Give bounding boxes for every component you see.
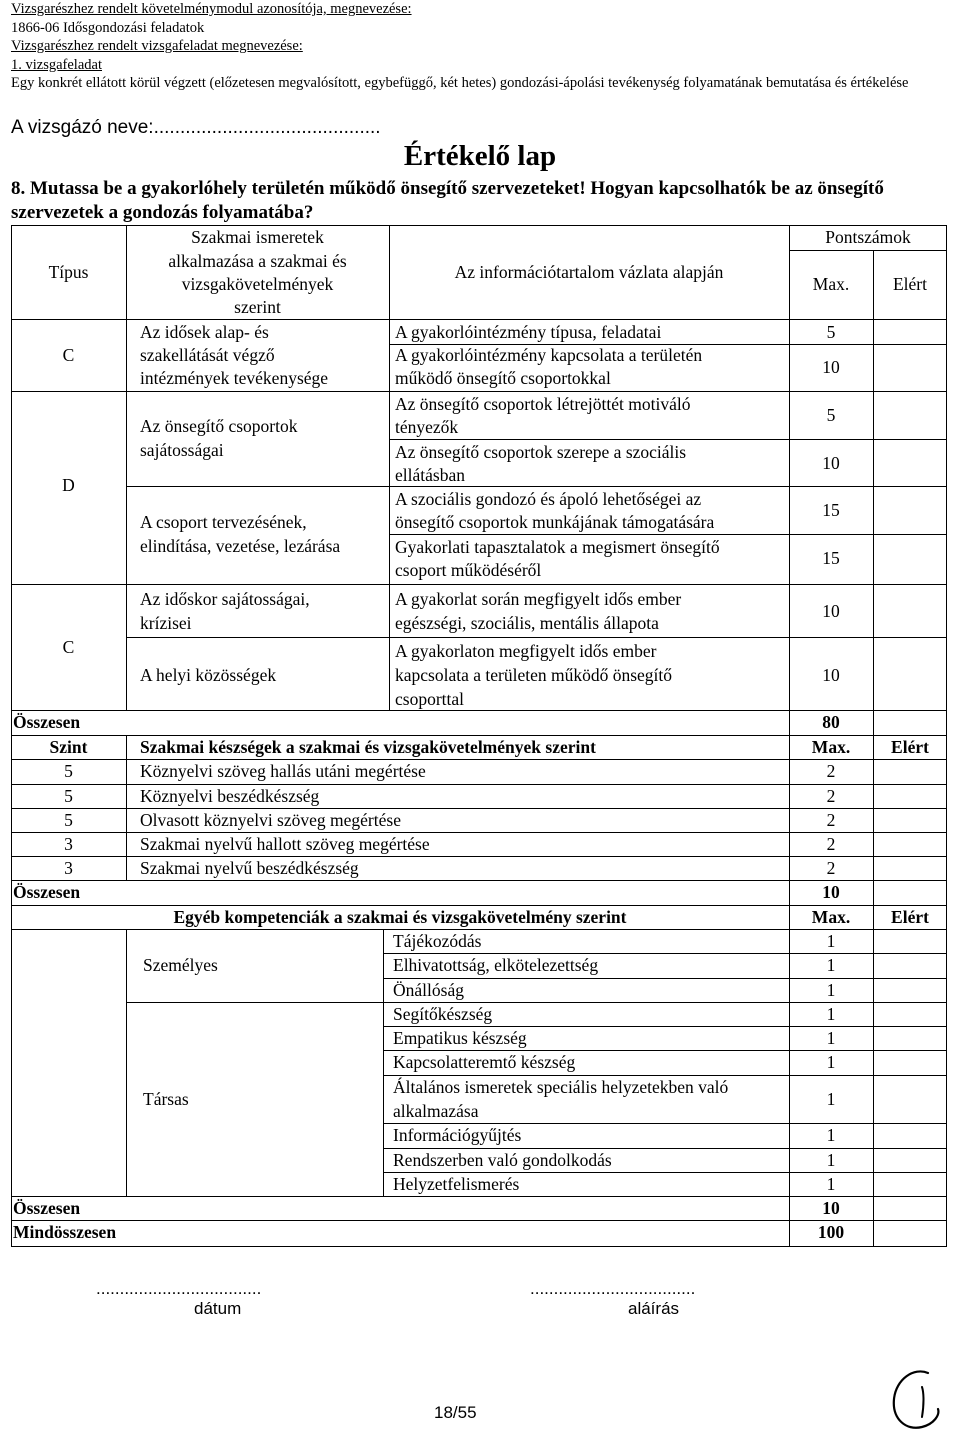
- header-scores: Pontszámok: [825, 227, 911, 247]
- grid-line: [11, 832, 947, 833]
- grid-line: [11, 905, 947, 906]
- type-cell: D: [62, 475, 75, 495]
- header-max: Max.: [812, 274, 850, 294]
- header-knowledge-3: vizsgakövetelmények: [181, 274, 334, 294]
- competency-name: Általános ismeretek speciális helyzetekben való: [393, 1077, 729, 1097]
- signature-dots: ...................................: [530, 1279, 696, 1298]
- grid-line: [946, 225, 947, 1247]
- skill-name: Köznyelvi szöveg hallás utáni megértése: [140, 761, 426, 781]
- header-achieved: Elért: [891, 737, 929, 757]
- header-knowledge-2: alkalmazása a szakmai és: [168, 251, 347, 271]
- topic-text: sajátosságai: [140, 440, 224, 460]
- skill-max: 2: [826, 786, 836, 806]
- skill-level: 5: [64, 786, 73, 806]
- grid-line: [789, 250, 947, 251]
- header-task-description: Egy konkrét ellátott körül végzett (előzetesen megvalósított, egybefüggő, két hetes) gondozási-ápolási tevékenység folyamatának bemutatása és értékelése: [11, 75, 909, 91]
- grid-line: [11, 759, 947, 760]
- info-item: Az önsegítő csoportok létrejöttét motiváló: [395, 394, 691, 414]
- topic-text: krízisei: [140, 613, 192, 633]
- competency-max: 1: [826, 955, 836, 975]
- info-item: Gyakorlati tapasztalatok a megismert önsegítő: [395, 537, 720, 557]
- competency-name: Kapcsolatteremtő készség: [393, 1052, 576, 1072]
- grid-line: [11, 1246, 947, 1247]
- skill-level: 3: [64, 858, 73, 878]
- signature-mark: [884, 1365, 946, 1435]
- page-number: 18/55: [434, 1403, 477, 1422]
- skill-level: 5: [64, 810, 73, 830]
- grid-line: [126, 929, 127, 1196]
- skill-name: Szakmai nyelvű beszédkészség: [140, 858, 359, 878]
- max-score: 10: [822, 453, 840, 473]
- info-item: csoport működéséről: [395, 560, 542, 580]
- grid-line: [11, 808, 947, 809]
- info-item: kapcsolata a területen működő önsegítő: [395, 665, 673, 685]
- info-item: csoporttal: [395, 689, 465, 709]
- grid-line: [383, 953, 947, 954]
- topic-text: Az önsegítő csoportok: [140, 416, 298, 436]
- info-item: egészségi, szociális, mentális állapota: [395, 613, 659, 633]
- competency-max: 1: [826, 1004, 836, 1024]
- header-module-name: 1866-06 Idősgondozási feladatok: [11, 19, 205, 36]
- grid-line: [11, 929, 947, 930]
- grid-line: [11, 710, 947, 711]
- max-score: 5: [826, 322, 836, 342]
- grid-line: [383, 1075, 947, 1076]
- grid-line: [383, 1050, 947, 1051]
- grid-line: [11, 1196, 947, 1197]
- category-social: Társas: [143, 1089, 189, 1109]
- competency-max: 1: [826, 980, 836, 1000]
- competency-max: 1: [826, 1089, 836, 1109]
- competency-name: Önállóság: [393, 980, 464, 1000]
- date-label: dátum: [194, 1299, 242, 1318]
- grid-line: [11, 225, 947, 226]
- grid-line: [11, 784, 947, 785]
- max-score: 10: [822, 665, 840, 685]
- grid-line: [11, 1220, 947, 1221]
- competency-name: Segítőkészség: [393, 1004, 493, 1024]
- info-item: működő önsegítő csoportokkal: [395, 368, 611, 388]
- header-skills: Szakmai készségek a szakmai és vizsgakövetelmények szerint: [140, 737, 596, 757]
- subtotal-value: 10: [822, 882, 840, 902]
- max-score: 5: [826, 405, 836, 425]
- subtotal-value: 80: [822, 712, 840, 732]
- topic-text: Az időskor sajátosságai,: [140, 589, 310, 609]
- competency-max: 1: [826, 1052, 836, 1072]
- skill-max: 2: [826, 858, 836, 878]
- skill-max: 2: [826, 810, 836, 830]
- info-item: tényezők: [395, 417, 459, 437]
- info-item: A gyakorlóintézmény típusa, feladatai: [395, 322, 662, 342]
- max-score: 15: [822, 500, 840, 520]
- info-item: A gyakorlaton megfigyelt idős ember: [395, 641, 657, 661]
- date-dots: ...................................: [96, 1279, 262, 1298]
- grid-line: [383, 1026, 947, 1027]
- competency-max: 1: [826, 1028, 836, 1048]
- type-cell: C: [62, 345, 75, 365]
- grid-line: [11, 225, 12, 1247]
- info-item: A gyakorlat során megfigyelt idős ember: [395, 589, 682, 609]
- header-max: Max.: [811, 907, 851, 927]
- competency-max: 1: [826, 931, 836, 951]
- exam-question: 8. Mutassa be a gyakorlóhely területén működő önsegítő szervezeteket! Hogyan kapcsolhatók be az önsegítő szervezetek a gondozás folyamatába?: [11, 178, 884, 223]
- topic-text: Az idősek alap- és: [140, 322, 269, 342]
- grid-line: [11, 735, 947, 736]
- max-score: 10: [822, 601, 840, 621]
- header-competencies: Egyéb kompetenciák a szakmai és vizsgakövetelmény szerint: [173, 907, 627, 927]
- subtotal-label: Összesen: [13, 712, 81, 732]
- header-type: Típus: [48, 262, 89, 282]
- max-score: 10: [822, 357, 840, 377]
- info-item: Az önsegítő csoportok szerepe a szociális: [395, 442, 687, 462]
- grid-line: [389, 344, 947, 345]
- skill-max: 2: [826, 761, 836, 781]
- header-max: Max.: [811, 737, 851, 757]
- subtotal-label: Összesen: [13, 1198, 81, 1218]
- grid-line: [11, 856, 947, 857]
- competency-max: 1: [826, 1125, 836, 1145]
- grid-line: [789, 225, 790, 735]
- grid-line: [383, 978, 947, 979]
- header-info-outline: Az információtartalom vázlata alapján: [454, 262, 724, 282]
- topic-text: A csoport tervezésének,: [140, 512, 307, 532]
- grid-line: [389, 439, 947, 440]
- grid-line: [11, 319, 947, 320]
- competency-name: Empatikus készség: [393, 1028, 527, 1048]
- skill-level: 3: [64, 834, 73, 854]
- info-item: A szociális gondozó és ápoló lehetőségei az: [395, 489, 702, 509]
- topic-text: intézmények tevékenysége: [140, 368, 329, 388]
- skill-name: Olvasott köznyelvi szöveg megértése: [140, 810, 401, 830]
- competency-name: Elhivatottság, elkötelezettség: [393, 955, 599, 975]
- info-item: A gyakorlóintézmény kapcsolata a területén: [395, 345, 703, 365]
- header-knowledge-1: Szakmai ismeretek: [191, 227, 324, 247]
- header-achieved: Elért: [891, 907, 929, 927]
- header-task-label: Vizsgarészhez rendelt vizsgafeladat megnevezése:: [11, 38, 303, 54]
- competency-name: Tájékozódás: [393, 931, 482, 951]
- grid-line: [11, 391, 947, 392]
- page-title: Értékelő lap: [403, 140, 557, 172]
- grid-line: [383, 1172, 947, 1173]
- candidate-name-field: A vizsgázó neve:...........................................: [11, 117, 381, 138]
- header-task-number: 1. vizsgafeladat: [11, 56, 102, 73]
- skill-name: Szakmai nyelvű hallott szöveg megértése: [140, 834, 430, 854]
- skill-max: 2: [826, 834, 836, 854]
- signature-label: aláírás: [628, 1299, 680, 1318]
- competency-name: Helyzetfelismerés: [393, 1174, 520, 1194]
- topic-text: A helyi közösségek: [140, 665, 277, 685]
- skill-name: Köznyelvi beszédkészség: [140, 786, 320, 806]
- grand-total-label: Mindösszesen: [13, 1222, 117, 1242]
- grid-line: [126, 486, 947, 487]
- competency-max: 1: [826, 1174, 836, 1194]
- competency-name: Rendszerben való gondolkodás: [393, 1150, 612, 1170]
- grid-line: [126, 637, 947, 638]
- topic-text: szakellátását végző: [140, 345, 275, 365]
- category-personal: Személyes: [143, 955, 218, 975]
- info-item: önsegítő csoportok munkájának támogatására: [395, 512, 715, 532]
- subtotal-label: Összesen: [13, 882, 81, 902]
- grand-total-value: 100: [817, 1222, 845, 1242]
- grid-line: [383, 1148, 947, 1149]
- competency-name: Információgyűjtés: [393, 1125, 522, 1145]
- grid-line: [126, 1002, 947, 1003]
- grid-line: [383, 929, 384, 1196]
- header-achieved: Elért: [892, 274, 927, 294]
- document-header: [11, 0, 951, 93]
- header-level: Szint: [49, 737, 88, 757]
- grid-line: [389, 534, 947, 535]
- skill-level: 5: [64, 761, 73, 781]
- max-score: 15: [822, 548, 840, 568]
- grid-line: [11, 584, 947, 585]
- info-item: ellátásban: [395, 465, 465, 485]
- type-cell: C: [62, 637, 75, 657]
- grid-line: [11, 880, 947, 881]
- header-module-label: Vizsgarészhez rendelt követelménymodul azonosítója, megnevezése:: [11, 1, 412, 17]
- grid-line: [383, 1123, 947, 1124]
- grid-line: [873, 250, 874, 735]
- header-knowledge-4: szerint: [234, 297, 281, 317]
- competency-name: alkalmazása: [393, 1101, 479, 1121]
- competency-max: 1: [826, 1150, 836, 1170]
- subtotal-value: 10: [822, 1198, 840, 1218]
- topic-text: elindítása, vezetése, lezárása: [140, 536, 341, 556]
